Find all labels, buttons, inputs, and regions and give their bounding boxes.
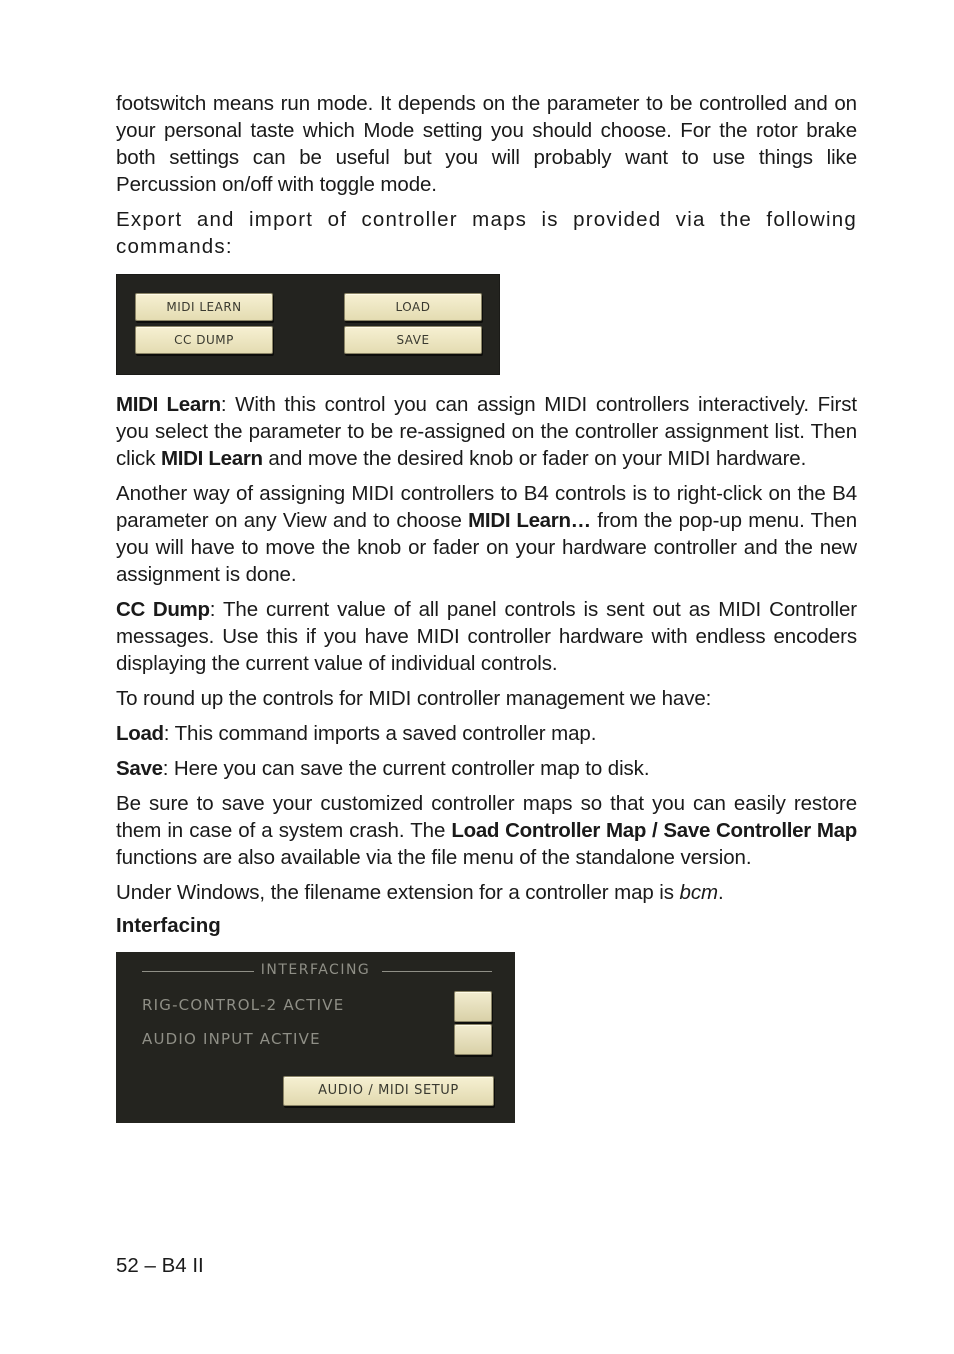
text-another-b: from the pop-up menu. Then you will have to move the knob or fader on your hardware controller and the new assignment is done. [116,509,857,586]
text-be-sure-b: functions are also available via the file menu of the standalone version. [116,846,752,869]
cc-dump-button[interactable]: CC DUMP [135,326,273,354]
load-button[interactable]: LOAD [344,293,482,321]
paragraph-windows [116,879,857,906]
page-footer: 52 – B4 II [116,1254,204,1277]
term-load: Load [116,722,164,745]
midi-learn-button[interactable]: MIDI LEARN [135,293,273,321]
text-be-sure-a: Be sure to save your customized controller maps so that you can easily restore them in case of a system crash. The [116,792,857,842]
text-midi-learn-b: and move the desired knob or fader on your MIDI hardware. [262,447,807,470]
audio-input-label: AUDIO INPUT ACTIVE [142,1030,321,1048]
paragraph-round-up: To round up the controls for MIDI controller management we have: [116,687,712,710]
text-midi-learn-a: : With this control you can assign MIDI controllers interactively. First you select the parameter to be re-assigned on the controller assignment list. Then click [116,393,857,470]
paragraph-another-way [116,480,857,588]
text-save: : Here you can save the current controller map to disk. [162,757,650,780]
term-cc-dump: CC Dump [116,598,210,621]
controller-map-panel [116,274,500,375]
interfacing-panel [116,952,515,1123]
heading-interfacing: Interfacing [116,914,221,937]
term-midi-learn-2: MIDI Learn [160,447,263,470]
term-save: Save [116,757,163,780]
paragraph-be-sure [116,790,857,871]
text-another-a: Another way of assigning MIDI controllers to B4 controls is to right-click on the B4 parameter on any View and to choose [116,482,857,532]
text-load: : This command imports a saved controller map. [163,722,597,745]
text-cc-dump: : The current value of all panel controls is sent out as MIDI Controller messages. Use this if you have MIDI controller hardware with endless encoders displaying the current value of individual controls. [116,598,857,675]
term-midi-learn: MIDI Learn [116,393,221,416]
rig-control-toggle[interactable] [454,991,492,1022]
text-windows-b: . [717,881,724,904]
paragraph-save [116,755,857,782]
paragraph-export-import: Export and import of controller maps is provided via the following commands: [116,208,857,258]
paragraph-load [116,720,857,747]
term-midi-learn-ellipsis: MIDI Learn… [468,509,591,532]
text-windows-a: Under Windows, the filename extension for a controller map is [116,881,680,904]
save-button[interactable]: SAVE [344,326,482,354]
paragraph-midi-learn [116,391,857,472]
paragraph-cc-dump [116,596,857,677]
interfacing-title: INTERFACING [260,962,371,978]
audio-midi-setup-button[interactable]: AUDIO / MIDI SETUP [283,1076,494,1106]
term-bcm: bcm [679,881,718,904]
term-load-save-map: Load Controller Map / Save Controller Map [451,819,857,842]
rig-control-label: RIG-CONTROL-2 ACTIVE [142,996,345,1014]
page-content [116,90,857,1123]
audio-input-toggle[interactable] [454,1024,492,1055]
paragraph-footswitch: footswitch means run mode. It depends on the parameter to be controlled and on your personal taste which Mode setting you should choose. For the rotor brake both settings can be useful but you will probably want to use things like Percussion on/off with toggle mode. [116,92,857,196]
